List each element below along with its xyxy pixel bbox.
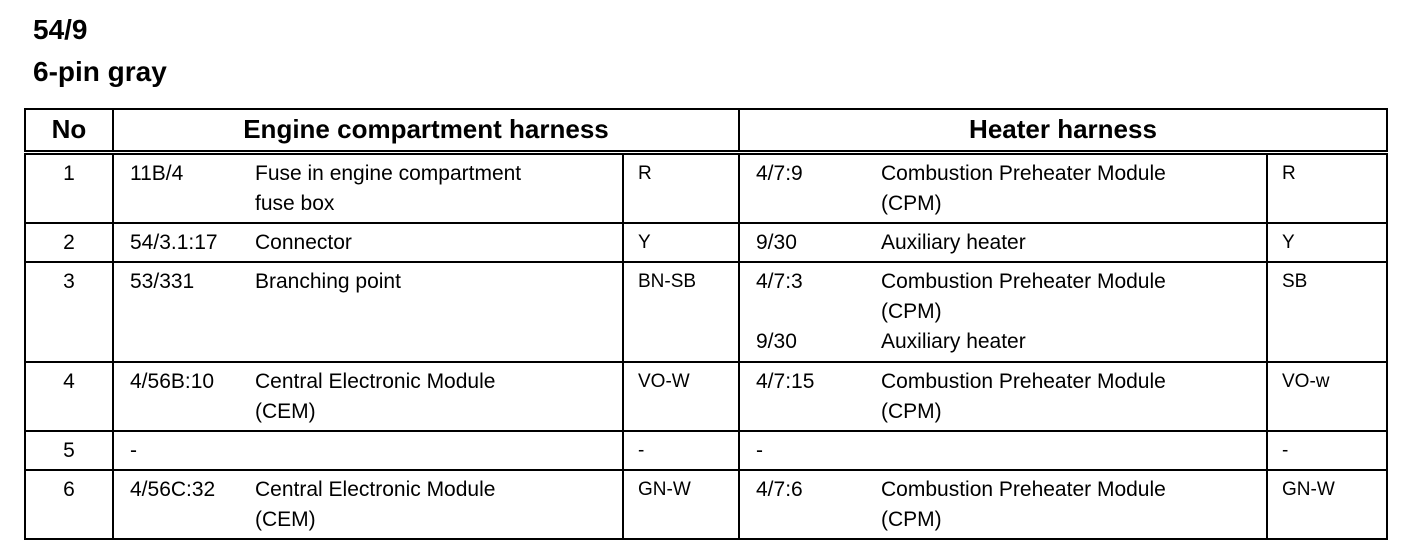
- engine-color-cell: [623, 470, 739, 539]
- pin-number: 3: [63, 270, 75, 293]
- engine-description: Central Electronic Module: [255, 370, 496, 393]
- pin-table: [24, 108, 1388, 540]
- heater-description: Combustion Preheater Module: [881, 162, 1166, 185]
- heater-description-cont: (CPM): [881, 508, 942, 531]
- engine-wire-color: GN-W: [638, 479, 691, 500]
- engine-color-cell: [623, 153, 739, 224]
- engine-connection-code: 54/3.1:17: [130, 231, 218, 254]
- engine-connection-code: 4/56B:10: [130, 370, 215, 393]
- engine-description: Central Electronic Module: [255, 478, 496, 501]
- engine-connection-code: 4/56C:32: [130, 478, 216, 501]
- heater-description: Combustion Preheater Module: [881, 370, 1166, 393]
- engine-description-cell: [255, 470, 623, 539]
- engine-color-cell: [623, 223, 739, 262]
- engine-wire-color: BN-SB: [638, 271, 697, 292]
- heater-color-cell: [1267, 431, 1387, 470]
- pin-number-cell: [25, 362, 113, 431]
- engine-code-cell: [113, 153, 255, 224]
- heater-code-cell: [739, 262, 881, 362]
- engine-code-cell: [113, 470, 255, 539]
- heater-description-cont: (CPM): [881, 400, 942, 423]
- pin-number: 4: [63, 370, 75, 393]
- heater-wire-color: R: [1282, 163, 1296, 184]
- pin-number: 5: [63, 439, 75, 462]
- heater-connection-code: 4/7:9: [756, 162, 803, 185]
- engine-description: Connector: [255, 231, 352, 254]
- heater-description: Auxiliary heater: [881, 231, 1026, 254]
- heater-connection-code: 4/7:6: [756, 478, 803, 501]
- engine-description-cont: fuse box: [255, 192, 335, 215]
- engine-description-cell: [255, 223, 623, 262]
- engine-description-cell: [255, 362, 623, 431]
- pin-number-cell: [25, 470, 113, 539]
- engine-description-cont: (CEM): [255, 508, 316, 531]
- engine-wire-color: R: [638, 163, 652, 184]
- pin-number: 6: [63, 478, 75, 501]
- heater-connection-code: 4/7:3: [756, 270, 803, 293]
- heater-color-cell: [1267, 262, 1387, 362]
- heater-description-cell: [881, 470, 1267, 539]
- heater-color-cell: [1267, 153, 1387, 224]
- connector-id: 54/9: [33, 14, 88, 45]
- engine-connection-code: -: [130, 439, 137, 462]
- table-row: [25, 153, 1387, 224]
- pin-number: 2: [63, 231, 75, 254]
- heater-connection-code: 4/7:15: [756, 370, 815, 393]
- heater-code-cell: [739, 470, 881, 539]
- heater-description-cell: [881, 262, 1267, 362]
- engine-color-cell: [623, 362, 739, 431]
- header-engine-harness: Engine compartment harness: [113, 109, 739, 153]
- engine-description-cont: (CEM): [255, 400, 316, 423]
- engine-wire-color: -: [638, 440, 645, 461]
- heater-wire-color: VO-w: [1282, 371, 1330, 392]
- table-row: [25, 470, 1387, 539]
- engine-wire-color: VO-W: [638, 371, 690, 392]
- heater-description-cell: [881, 431, 1267, 470]
- heater-connection-code: 9/30: [756, 231, 797, 254]
- heater-description-cell: [881, 223, 1267, 262]
- pin-number-cell: [25, 153, 113, 224]
- heater-description: Auxiliary heater: [881, 330, 1026, 353]
- engine-code-cell: [113, 223, 255, 262]
- table-row: [25, 431, 1387, 470]
- header-heater-harness: Heater harness: [739, 109, 1387, 153]
- table-row: [25, 262, 1387, 362]
- engine-color-cell: [623, 431, 739, 470]
- heater-description-cell: [881, 362, 1267, 431]
- table-row: [25, 223, 1387, 262]
- engine-connection-code: 11B/4: [130, 162, 184, 185]
- table-header-row: [25, 109, 1387, 153]
- heater-wire-color: -: [1282, 440, 1289, 461]
- heater-wire-color: SB: [1282, 271, 1308, 292]
- engine-code-cell: [113, 262, 255, 362]
- heater-code-cell: [739, 223, 881, 262]
- heater-code-cell: [739, 153, 881, 224]
- engine-code-cell: [113, 431, 255, 470]
- heater-color-cell: [1267, 470, 1387, 539]
- pin-number-cell: [25, 262, 113, 362]
- engine-description-cell: [255, 262, 623, 362]
- heater-connection-code: -: [756, 439, 763, 462]
- pin-number: 1: [63, 162, 75, 185]
- engine-connection-code: 53/331: [130, 270, 195, 293]
- engine-description-cell: [255, 431, 623, 470]
- heater-description: Combustion Preheater Module: [881, 478, 1166, 501]
- header-no: No: [25, 109, 113, 153]
- pin-number-cell: [25, 223, 113, 262]
- heater-description-cont: (CPM): [881, 300, 942, 323]
- engine-description-cell: [255, 153, 623, 224]
- heater-color-cell: [1267, 362, 1387, 431]
- line-spacer: [756, 297, 881, 327]
- heater-wire-color: Y: [1282, 232, 1295, 253]
- table-row: [25, 362, 1387, 431]
- pin-number-cell: [25, 431, 113, 470]
- heater-wire-color: GN-W: [1282, 479, 1335, 500]
- engine-code-cell: [113, 362, 255, 431]
- heater-description-cont: (CPM): [881, 192, 942, 215]
- engine-wire-color: Y: [638, 232, 651, 253]
- engine-description: Fuse in engine compartment: [255, 162, 522, 185]
- engine-color-cell: [623, 262, 739, 362]
- connector-description: 6-pin gray: [33, 56, 167, 87]
- engine-description: Branching point: [255, 270, 401, 293]
- heater-code-cell: [739, 362, 881, 431]
- heater-description-cell: [881, 153, 1267, 224]
- heater-color-cell: [1267, 223, 1387, 262]
- heater-code-cell: [739, 431, 881, 470]
- heater-description: Combustion Preheater Module: [881, 270, 1166, 293]
- heater-connection-code: 9/30: [756, 330, 797, 353]
